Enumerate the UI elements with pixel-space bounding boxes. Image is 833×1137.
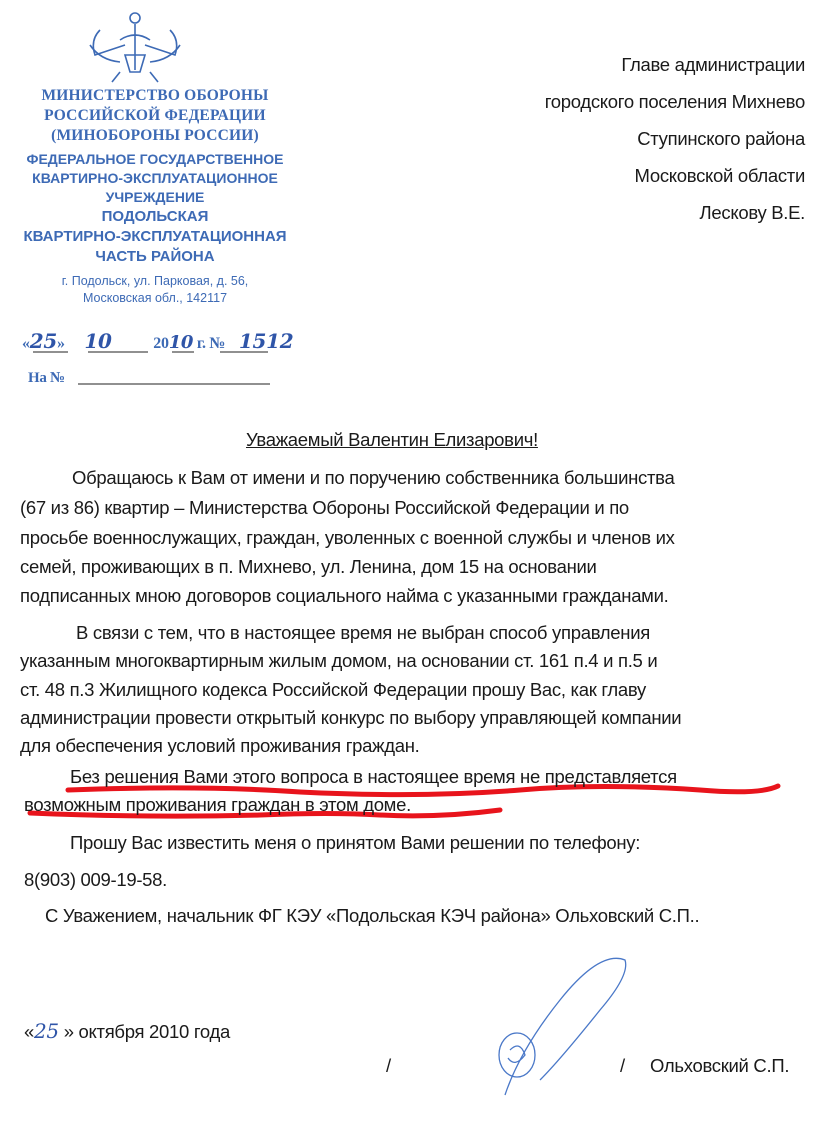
paragraph3-line: Без решения Вами этого вопроса в настоящее время не представляется <box>70 766 677 787</box>
institution-line: КВАРТИРНО-ЭКСПЛУАТАЦИОННОЕ <box>32 170 278 186</box>
ministry-line: (МИНОБОРОНЫ РОССИИ) <box>51 127 259 144</box>
institution-line: ФЕДЕРАЛЬНОЕ ГОСУДАРСТВЕННОЕ <box>26 151 284 167</box>
signatory-name: Ольховский С.П. <box>650 1055 790 1076</box>
unit-line: КВАРТИРНО-ЭКСПЛУАТАЦИОННАЯ <box>23 228 287 245</box>
signature-slash: / <box>386 1055 391 1076</box>
paragraph2-line: В связи с тем, что в настоящее время не выбран способ управления <box>76 622 650 643</box>
unit-line: ЧАСТЬ РАЙОНА <box>95 248 215 265</box>
closing-text: С Уважением, начальник ФГ КЭУ «Подольская КЭЧ района» Ольховский С.П.. <box>45 905 700 926</box>
phone-number: 8(903) 009-19-58. <box>24 869 167 890</box>
address-line: Московская обл., 142117 <box>82 291 228 305</box>
paragraph2-line: указанным многоквартирным жилым домом, на основании ст. 161 п.4 и п.5 и <box>20 650 658 671</box>
recipient-line: Лескову В.Е. <box>699 202 805 223</box>
number-label: г. № <box>196 335 226 352</box>
paragraph1-line: просьбе военнослужащих, граждан, уволенных с военной службы и членов их <box>20 527 675 548</box>
quote: « <box>22 335 30 352</box>
paragraph1-line: подписанных мною договоров социального найма с указанными гражданами. <box>20 585 669 606</box>
signature-scribble <box>499 958 626 1095</box>
letterhead-stamp <box>5 86 305 307</box>
year-prefix: 20 <box>153 335 169 352</box>
paragraph1-line: Обращаюсь к Вам от имени и по поручению собственника большинства <box>72 467 675 488</box>
signature-slash: / <box>620 1055 625 1076</box>
ministry-line: МИНИСТЕРСТВО ОБОРОНЫ <box>41 87 269 104</box>
reply-to-label: На № <box>28 370 65 386</box>
sign-month-year: » октября 2010 года <box>63 1021 230 1042</box>
outgoing-date-number <box>22 328 293 357</box>
paragraph2-line: для обеспечения условий проживания граждан. <box>20 735 420 756</box>
paragraph1-line: семей, проживающих в п. Михнево, ул. Ленина, дом 15 на основании <box>20 556 597 577</box>
recipient-line: Главе администрации <box>621 54 805 75</box>
quote: « <box>24 1021 34 1042</box>
quote: » <box>56 335 65 352</box>
paragraph2-line: администрации провести открытый конкурс по выбору управляющей компании <box>20 707 682 728</box>
double-headed-eagle-emblem <box>90 13 180 82</box>
signature-date <box>24 1018 230 1045</box>
recipient-line: Ступинского района <box>637 128 805 149</box>
salutation: Уважаемый Валентин Елизарович! <box>246 429 538 450</box>
recipient-line: городского поселения Михнево <box>544 91 805 112</box>
ministry-line: РОССИЙСКОЙ ФЕДЕРАЦИИ <box>44 107 266 124</box>
address-line: г. Подольск, ул. Парковая, д. 56, <box>61 274 249 288</box>
outgoing-number: 1512 <box>238 329 294 353</box>
institution-line: УЧРЕЖДЕНИЕ <box>105 189 205 205</box>
paragraph3-line: возможным проживания граждан в этом доме. <box>24 794 411 815</box>
paragraph1-line: (67 из 86) квартир – Министерства Обороны Российской Федерации и по <box>20 497 629 518</box>
recipient-line: Московской области <box>634 165 805 186</box>
paragraph2-line: ст. 48 п.3 Жилищного кодекса Российской Федерации прошу Вас, как главу <box>20 679 646 700</box>
sign-day: 25 <box>34 1019 59 1043</box>
year-suffix: 10 <box>168 332 194 353</box>
unit-line: ПОДОЛЬСКАЯ <box>101 208 209 225</box>
date-day: 25 <box>29 329 57 353</box>
date-month: 10 <box>84 329 112 353</box>
request-text: Прошу Вас известить меня о принятом Вами решении по телефону: <box>70 832 641 853</box>
